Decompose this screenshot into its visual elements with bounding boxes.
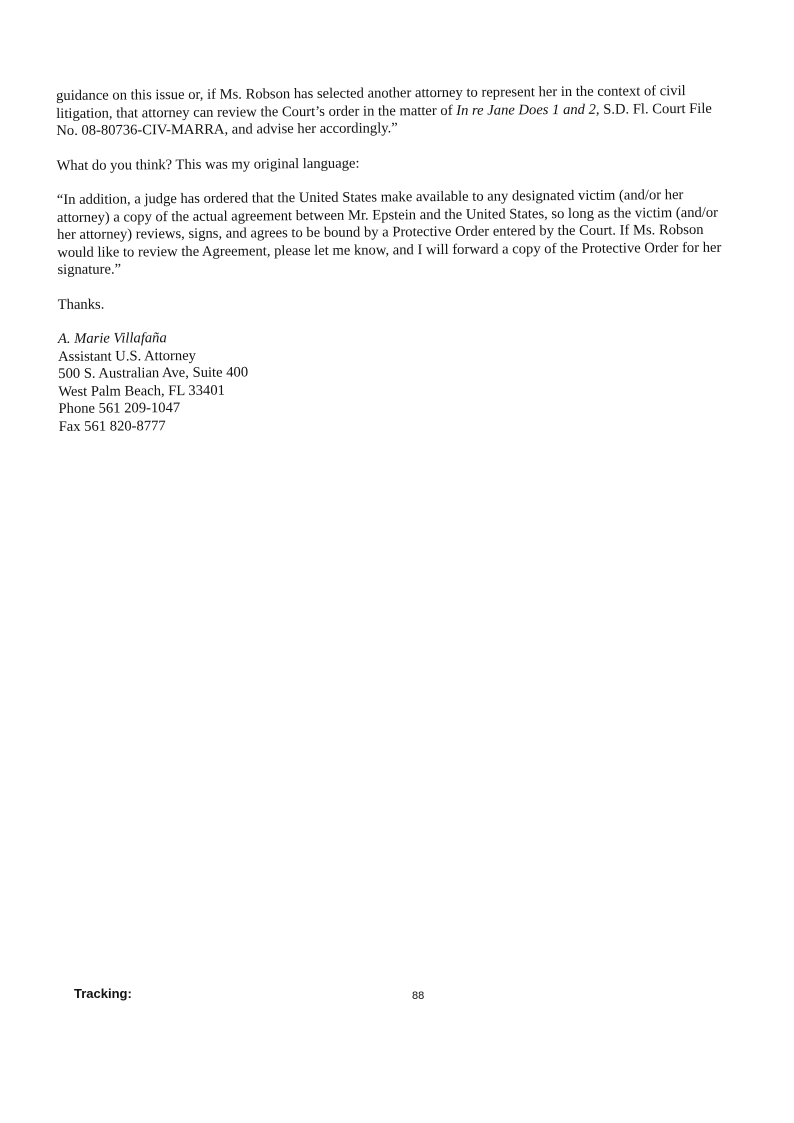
page-number: 88 <box>412 990 425 1002</box>
paragraph-guidance-start: guidance on this issue or, if Ms. Robson has selected another attorney to represent her in the context of civil litigation, that attorney can review the Court’s order in the matter of <box>56 83 686 122</box>
signature-address-line2: West Palm Beach, FL 33401 <box>58 382 225 400</box>
signature-name: A. Marie Villafaña <box>57 330 167 347</box>
case-name: In re Jane Does 1 and 2 <box>456 101 596 119</box>
paragraph-original-language: “In addition, a judge has ordered that the United States make available to any designated victim (and/or her attorney) a copy of the actual agreement between Mr. Epstein and the United States, so long as the victim (and/or her attorney) reviews, signs, and agrees to be bound by a Protective Order entered by the Court. If Ms. Robson would like to review the Agreement, please let me know, and I will forward a copy of the Protective Order for her signature.” <box>56 187 722 278</box>
paragraph-guidance <box>56 83 736 141</box>
signature-block <box>58 326 739 436</box>
tracking-label: Tracking: <box>74 986 132 1001</box>
signature-phone: Phone 561 209-1047 <box>58 400 181 417</box>
paragraph-guidance-end: , S.D. Fl. Court File No. 08-80736-CIV-MARRA, and advise her accordingly.” <box>56 100 712 139</box>
signature-fax: Fax 561 820-8777 <box>58 417 166 435</box>
paragraph-question: What do you think? This was my original language: <box>56 155 360 174</box>
signature-title: Assistant U.S. Attorney <box>58 347 197 365</box>
email-body <box>56 83 739 436</box>
signature-address-line1: 500 S. Australian Ave, Suite 400 <box>58 364 249 382</box>
paragraph-thanks: Thanks. <box>57 296 105 313</box>
